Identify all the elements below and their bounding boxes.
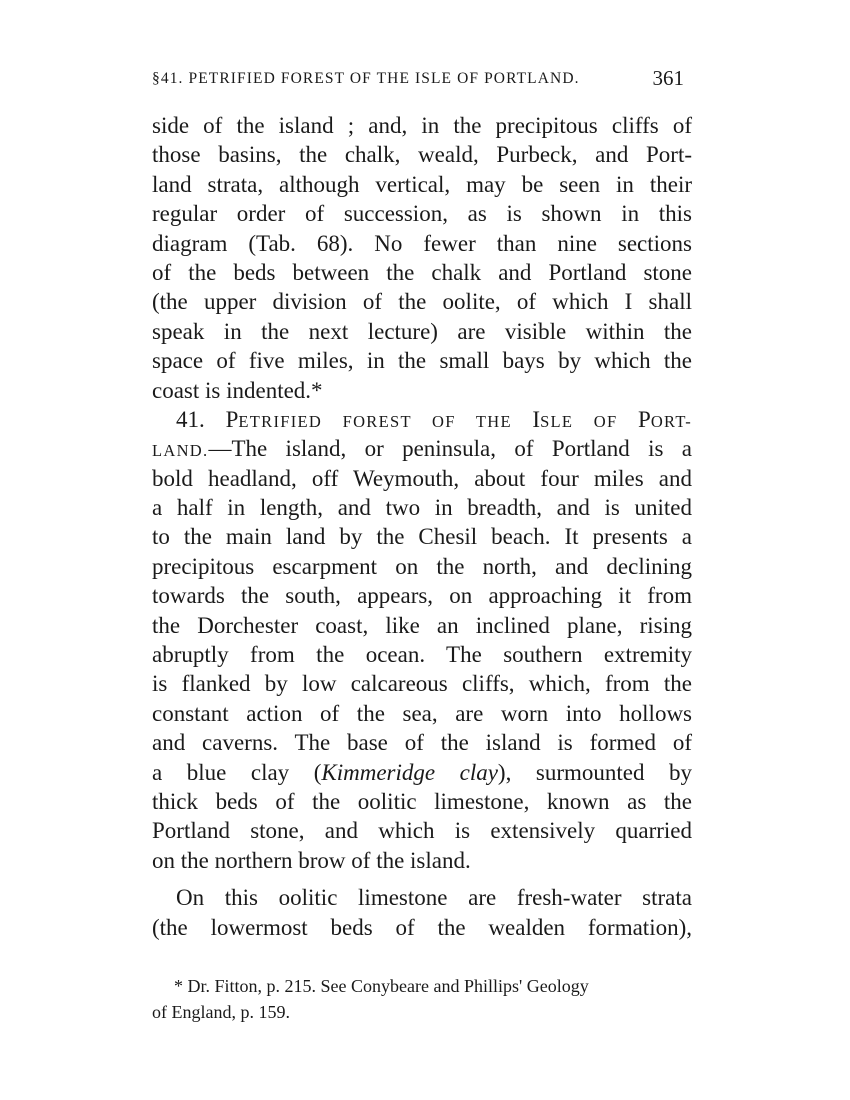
text-line: (the upper division of the oolite, of which I shall <box>152 289 692 315</box>
text-line: speak in the next lecture) are visible within the <box>152 318 692 344</box>
text-line: thick beds of the oolitic limestone, known as the <box>152 788 692 814</box>
text-line: regular order of succession, as is shown in this <box>152 201 692 227</box>
section-41-paragraph <box>152 405 692 875</box>
text-segment: —The island, or peninsula, of Portland is a <box>208 436 692 462</box>
text-line: of the beds between the chalk and Portland stone <box>152 259 692 285</box>
running-header <box>152 66 684 96</box>
text-line: space of five miles, in the small bays by which the <box>152 348 692 374</box>
text-line: Portland stone, and which is extensively quarried <box>152 818 692 844</box>
text-line: the Dorchester coast, like an inclined plane, rising <box>152 612 692 638</box>
text-line: precipitous escarpment on the north, and declining <box>152 553 692 579</box>
running-title: §41. PETRIFIED FOREST OF THE ISLE OF PORTLAND. <box>152 70 580 87</box>
text-line: coast is indented.* <box>152 377 323 403</box>
heading-segment: ORT- <box>650 411 693 431</box>
text-line: On this oolitic limestone are fresh-water strata <box>176 885 692 911</box>
heading-segment: P <box>225 406 239 432</box>
text-line: on the northern brow of the island. <box>152 847 471 873</box>
text-line <box>152 758 692 787</box>
heading-segment: I <box>532 406 541 432</box>
text-segment: a blue clay ( <box>152 759 322 785</box>
text-line: side of the island ; and, in the precipitous cliffs of <box>152 113 692 138</box>
text-line: is flanked by low calcareous cliffs, which, from the <box>152 671 692 697</box>
text-line: abruptly from the ocean. The southern extremity <box>152 642 692 668</box>
page-number: 361 <box>652 66 684 90</box>
paragraph-gap <box>152 875 692 883</box>
text-line: constant action of the sea, are worn into hollows <box>152 700 692 726</box>
footnote <box>152 973 684 1025</box>
text-line: (the lowermost beds of the wealden formation), <box>152 914 692 940</box>
heading-segment: P <box>638 406 651 432</box>
body-text <box>152 111 692 942</box>
text-line: a half in length, and two in breadth, and is united <box>152 495 692 521</box>
text-line <box>152 434 692 463</box>
section-number: 41. <box>176 406 205 432</box>
text-line: diagram (Tab. 68). No fewer than nine sections <box>152 230 692 256</box>
text-line: bold headland, off Weymouth, about four miles and <box>152 465 692 491</box>
text-line: and caverns. The base of the island is formed of <box>152 730 692 756</box>
paragraph-continuation <box>152 111 692 405</box>
text-line: those basins, the chalk, weald, Purbeck, and Port- <box>152 142 692 168</box>
footnote-line: of England, p. 159. <box>152 1002 290 1022</box>
section-heading-part <box>226 407 692 432</box>
heading-segment: ETRIFIED FOREST OF THE <box>238 411 533 431</box>
heading-segment: LAND. <box>152 441 209 461</box>
footnote-line: * Dr. Fitton, p. 215. See Conybeare and Phillips' Geology <box>174 976 589 996</box>
text-line: land strata, although vertical, may be seen in their <box>152 171 692 197</box>
text-line: towards the south, appears, on approaching it from <box>152 583 692 609</box>
heading-segment: SLE OF <box>540 411 639 431</box>
italic-term: Kimmeridge clay <box>321 759 498 785</box>
paragraph <box>152 883 692 942</box>
section-heading-line <box>152 405 692 434</box>
text-line: to the main land by the Chesil beach. It presents a <box>152 524 692 550</box>
text-segment: ), surmounted by <box>497 759 692 785</box>
